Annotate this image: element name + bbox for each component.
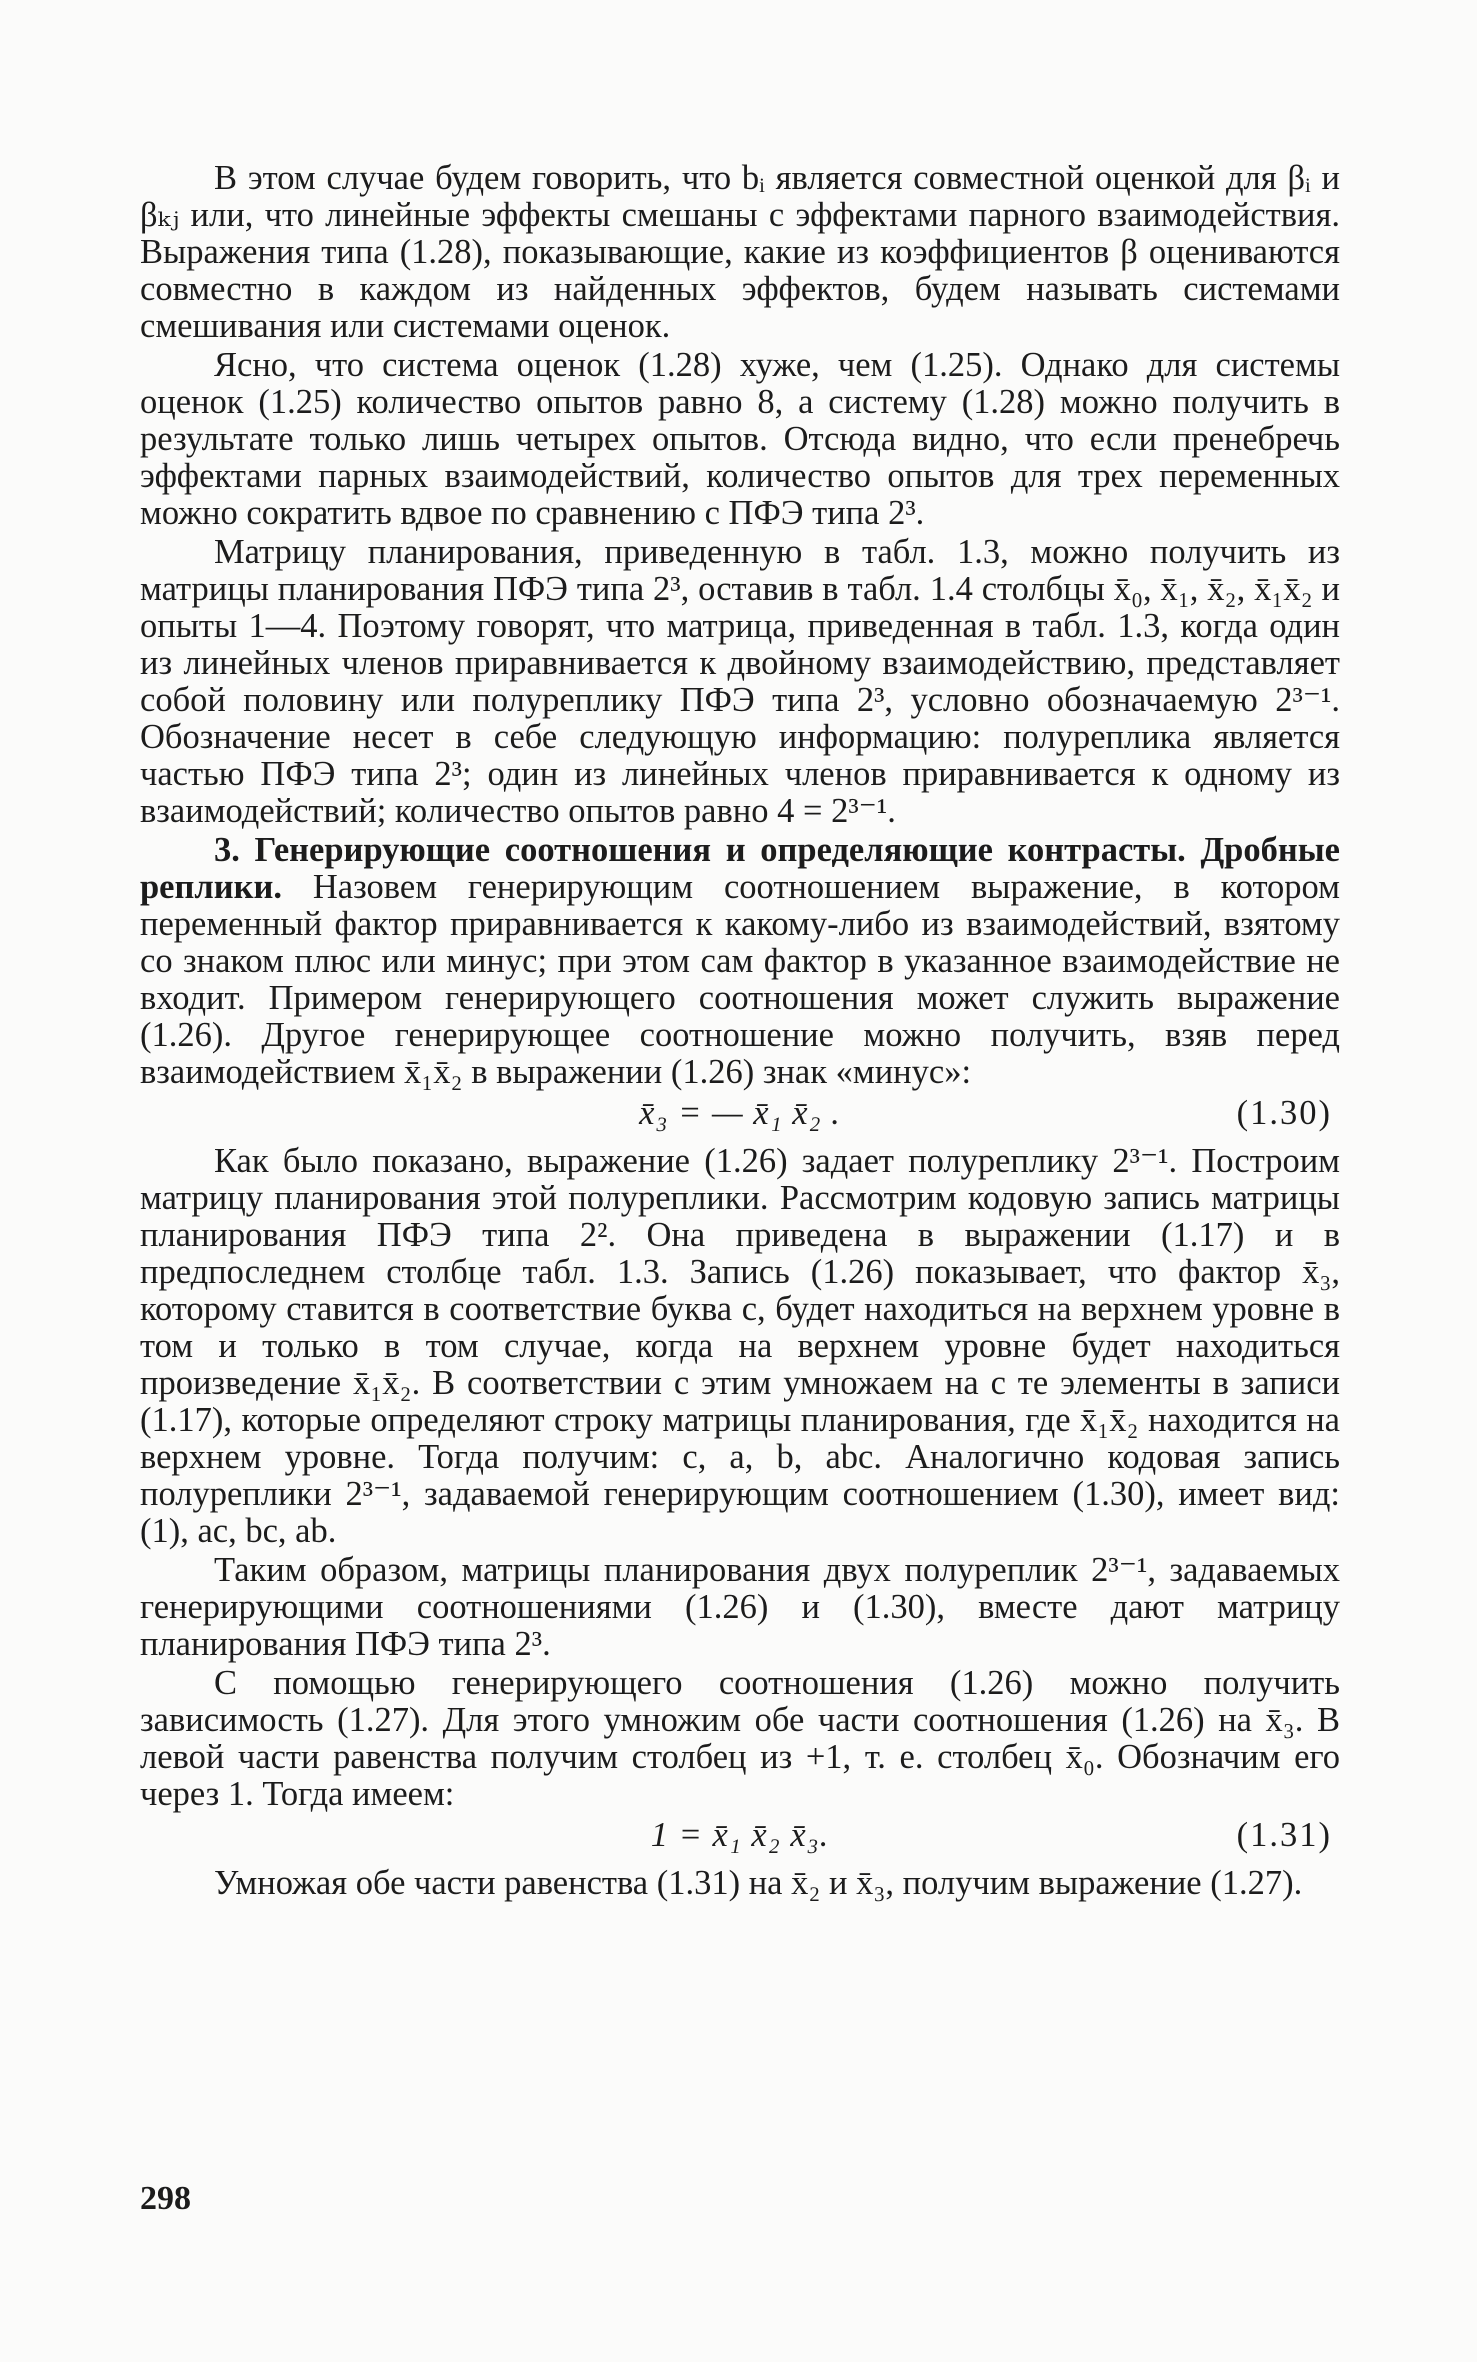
- section-text: Назовем генерирующим соотношением выражение, в котором переменный фактор приравнивается к какому-либо из взаимодействий, взятому со знаком плюс или минус; при этом сам фактор в указанное взаимодействие не входит. Примером генерирующего соотношения может служить выражение (1.26). Другое генерирующее соотношение можно получить, взяв перед взаимодействием x̄₁x̄₂ в выражении (1.26) знак «минус»:: [140, 868, 1340, 1091]
- formula-1-31: [140, 1817, 1340, 1861]
- formula-number: (1.30): [1236, 1094, 1332, 1132]
- section-paragraph: [140, 832, 1340, 1091]
- formula-expression: 1 = x̄₁ x̄₂ x̄₃.: [650, 1816, 830, 1854]
- formula-1-30: [140, 1095, 1340, 1139]
- paragraph: С помощью генерирующего соотношения (1.26) можно получить зависимость (1.27). Для этого умножим обе части соотношения (1.26) на x̄₃. В левой части равенства получим столбец из +1, т. е. столбец x̄₀. Обозначим его через 1. Тогда имеем:: [140, 1664, 1340, 1813]
- section-heading: 3. Генерирующие соотношения и определяющие контрасты. Дробные реплики.: [140, 831, 1340, 906]
- paragraph: Умножая обе части равенства (1.31) на x̄₂ и x̄₃, получим выражение (1.27).: [214, 1864, 1303, 1902]
- paragraph: В этом случае будем говорить, что bᵢ является совместной оценкой для βᵢ и βₖⱼ или, что линейные эффекты смешаны с эффектами парного взаимодействия. Выражения типа (1.28), показывающие, какие из коэффициентов β оцениваются совместно в каждом из найденных эффектов, будем называть системами смешивания или системами оценок.: [140, 159, 1340, 345]
- paragraph: Ясно, что система оценок (1.28) хуже, чем (1.25). Однако для системы оценок (1.25) количество опытов равно 8, а систему (1.28) можно получить в результате только лишь четырех опытов. Отсюда видно, что если пренебречь эффектами парных взаимодействий, количество опытов для трех переменных можно сократить вдвое по сравнению с ПФЭ типа 2³.: [140, 346, 1340, 532]
- paragraph: Матрицу планирования, приведенную в табл. 1.3, можно получить из матрицы планирования ПФЭ типа 2³, оставив в табл. 1.4 столбцы x̄₀, x̄₁, x̄₂, x̄₁x̄₂ и опыты 1—4. Поэтому говорят, что матрица, приведенная в табл. 1.3, когда один из линейных членов приравнивается к двойному взаимодействию, представляет собой половину или полуреплику ПФЭ типа 2³, условно обозначаемую 2³⁻¹. Обозначение несет в себе следующую информацию: полуреплика является частью ПФЭ типа 2³; один из линейных членов приравнивается к одному из взаимодействий; количество опытов равно 4 = 2³⁻¹.: [140, 533, 1340, 830]
- page-number: 298: [140, 2180, 191, 2217]
- formula-expression: x̄₃ = — x̄₁ x̄₂ .: [639, 1094, 841, 1132]
- page-body: [140, 160, 1340, 1902]
- paragraph: Как было показано, выражение (1.26) задает полуреплику 2³⁻¹. Построим матрицу планирования этой полуреплики. Рассмотрим кодовую запись матрицы планирования ПФЭ типа 2². Она приведена в выражении (1.17) и в предпоследнем столбце табл. 1.3. Запись (1.26) показывает, что фактор x̄₃, которому ставится в соответствие буква c, будет находиться на верхнем уровне в том и только в том случае, когда на верхнем уровне будет находиться произведение x̄₁x̄₂. В соответствии с этим умножаем на c те элементы в записи (1.17), которые определяют строку матрицы планирования, где x̄₁x̄₂ находится на верхнем уровне. Тогда получим: c, a, b, abc. Аналогично кодовая запись полуреплики 2³⁻¹, задаваемой генерирующим соотношением (1.30), имеет вид: (1), ac, bc, ab.: [140, 1142, 1340, 1550]
- paragraph: Таким образом, матрицы планирования двух полуреплик 2³⁻¹, задаваемых генерирующими соотношениями (1.26) и (1.30), вместе дают матрицу планирования ПФЭ типа 2³.: [140, 1551, 1340, 1663]
- formula-number: (1.31): [1236, 1816, 1332, 1854]
